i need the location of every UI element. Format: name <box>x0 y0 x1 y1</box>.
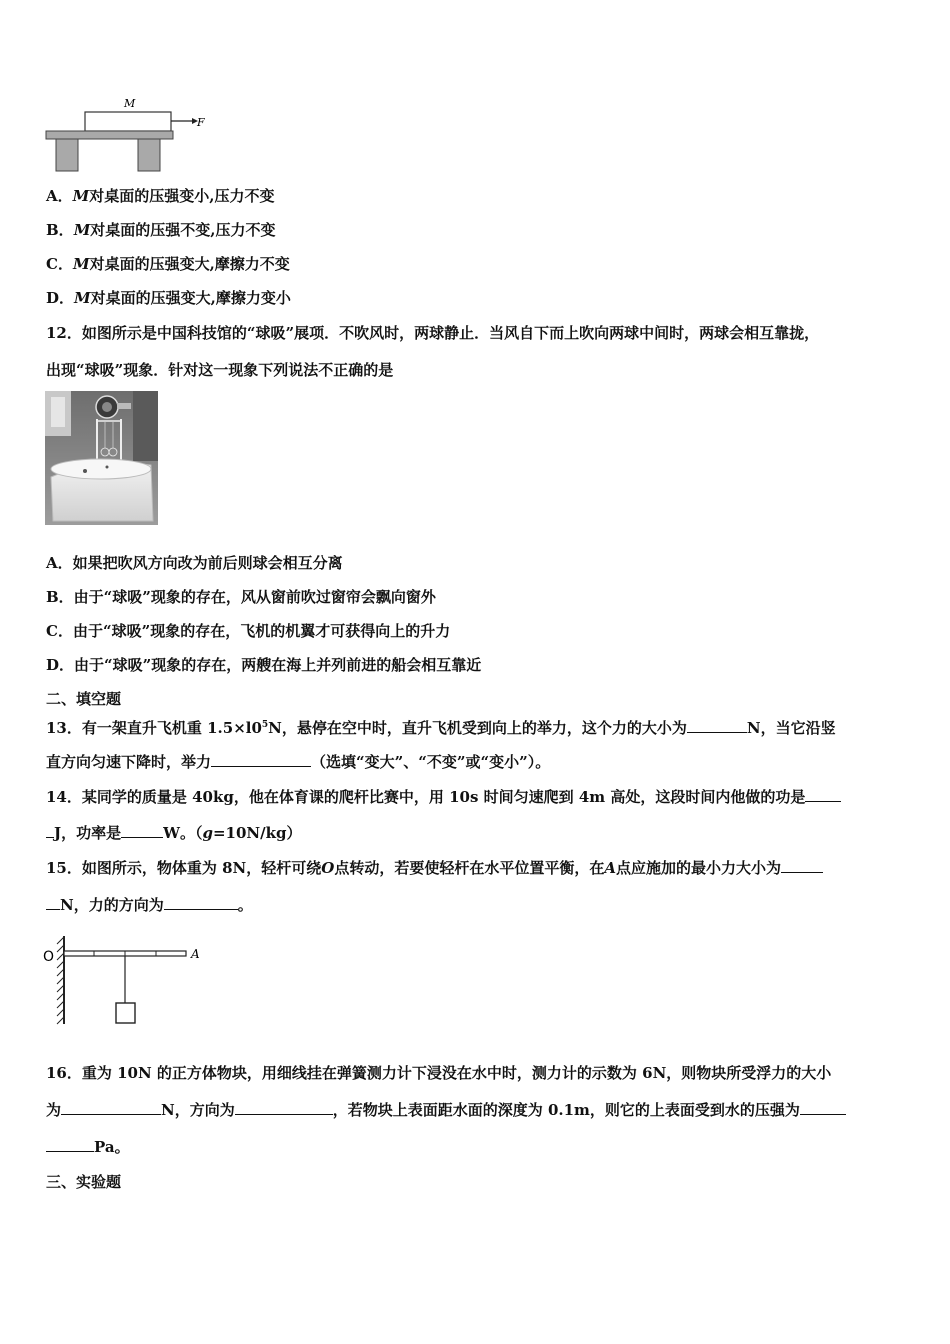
section-2-heading: 二、填空题 <box>46 690 122 708</box>
q16-blank-3a[interactable] <box>800 1100 846 1115</box>
q13-blank-2[interactable] <box>211 752 311 767</box>
q16-blank-3b[interactable] <box>46 1137 94 1152</box>
q15-line2: N，力的方向为 。 <box>46 895 253 915</box>
q15-blank-1b[interactable] <box>46 895 60 910</box>
q14-line1: 14．某同学的质量是 40kg，他在体育课的爬杆比赛中，用 10s 时间匀速爬到 4m 高处，这段时间内他做的功是 <box>46 787 841 807</box>
label-m: M <box>124 97 136 110</box>
q13-line1: 13．有一架直升飞机重 $1.5\times l0^5N$，悬停在空中时，直升飞机受到向上的举力，这个力的大小为 N，当它沿竖 <box>46 719 836 737</box>
q12-stem-line2: 出现“球吸”现象．针对这一现象下列说法不正确的是 <box>46 361 394 379</box>
q11-option-a: A．M对桌面的压强变小,压力不变 <box>46 187 275 205</box>
q15-blank-2[interactable] <box>164 895 238 910</box>
q12-option-b: B．由于“球吸”现象的存在，风从窗前吹过窗帘会飘向窗外 <box>46 588 436 606</box>
ball-suction-photo <box>45 391 158 525</box>
q14-blank-1b[interactable] <box>46 823 54 838</box>
q12-option-d: D．由于“球吸”现象的存在，两艘在海上并列前进的船会相互靠近 <box>46 656 482 674</box>
q12-option-a: A．如果把吹风方向改为前后则球会相互分离 <box>46 554 343 572</box>
q12-stem-line1: 12．如图所示是中国科技馆的“球吸”展项．不吹风时，两球静止．当风自下而上吹向两球中间时，两球会相互靠拢， <box>46 324 820 342</box>
q16-blank-1[interactable] <box>61 1100 161 1115</box>
table-leg-right <box>138 139 160 171</box>
table-block-figure <box>44 96 219 174</box>
block-m <box>85 112 171 131</box>
label-a: A <box>191 947 200 961</box>
section-3-heading: 三、实验题 <box>46 1173 122 1191</box>
tabletop <box>46 131 173 139</box>
q15-blank-1a[interactable] <box>781 858 823 873</box>
q16-line3: Pa。 <box>46 1137 130 1157</box>
table-leg-left <box>56 139 78 171</box>
q11-option-c: C．M对桌面的压强变大,摩擦力不变 <box>46 255 290 273</box>
q14-blank-1a[interactable] <box>805 787 841 802</box>
label-o: O <box>43 949 55 965</box>
lever-figure <box>40 934 210 1030</box>
q14-line2: J，功率是 W。（g=10N/kg） <box>46 823 301 843</box>
hanging-weight <box>116 1003 135 1023</box>
q14-blank-2[interactable] <box>121 823 163 838</box>
q15-line1: 15．如图所示，物体重为 8N，轻杆可绕O点转动，若要使轻杆在水平位置平衡，在A点应施加的最小力大小为 <box>46 858 823 878</box>
wall-hatching <box>57 937 64 1024</box>
q16-blank-2[interactable] <box>235 1100 333 1115</box>
q16-line2: 为 N，方向为 ，若物块上表面距水面的深度为 0.1m，则它的上表面受到水的压强为 <box>46 1100 846 1120</box>
q11-option-d: D．M对桌面的压强变大,摩擦力变小 <box>46 289 291 307</box>
q11-option-b: B．M对桌面的压强不变,压力不变 <box>46 221 276 239</box>
q13-line2: 直方向匀速下降时，举力 （选填“变大”、“不变”或“变小”）。 <box>46 753 551 771</box>
label-f: F <box>197 116 205 129</box>
q12-option-c: C．由于“球吸”现象的存在，飞机的机翼才可获得向上的升力 <box>46 622 451 640</box>
q13-blank-1[interactable] <box>687 718 747 733</box>
ball-suction-illustration <box>45 391 158 525</box>
q16-line1: 16．重为 10N 的正方体物块，用细线挂在弹簧测力计下浸没在水中时，测力计的示数为 6N，则物块所受浮力的大小 <box>46 1064 832 1082</box>
